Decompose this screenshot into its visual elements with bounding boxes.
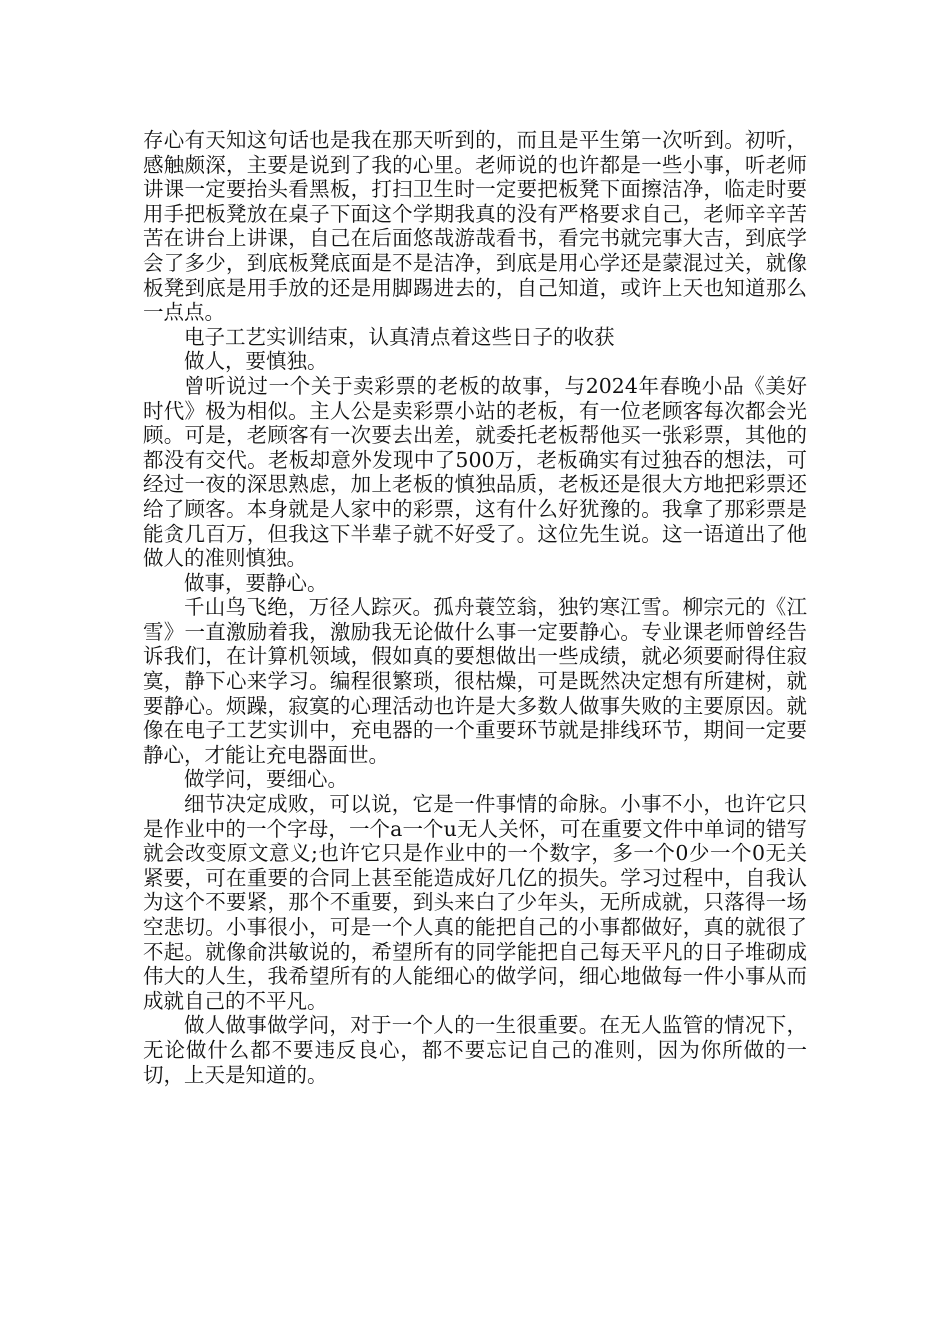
- paragraph-lottery-story: 曾听说过一个关于卖彩票的老板的故事，与2024年春晚小品《美好时代》极为相似。主人公是卖彩票小站的老板，有一位老顾客每次都会光顾。可是，老顾客有一次要去出差，就委托老板帮他买一张彩票，其他的都没有交代。老板却意外发现中了500万，老板确实有过独吞的想法，可经过一夜的深思熟虑，加上老板的慎独品质，老板还是很大方地把彩票还给了顾客。本身就是人家中的彩票，这有什么好犹豫的。我拿了那彩票是能贪几百万，但我这下半辈子就不好受了。这位先生说。这一语道出了他做人的准则慎独。: [143, 373, 807, 571]
- section-heading-work: 做事，要静心。: [184, 570, 328, 595]
- paragraph-training-summary: 电子工艺实训结束，认真清点着这些日子的收获: [184, 324, 615, 349]
- section-heading-learning: 做学问，要细心。: [184, 767, 348, 792]
- paragraph-calm-mind: 千山鸟飞绝，万径人踪灭。孤舟蓑笠翁，独钓寒江雪。柳宗元的《江雪》一直激励着我，激励我无论做什么事一定要静心。专业课老师曾经告诉我们，在计算机领域，假如真的要想做出一些成绩，就必须要耐得住寂寞，静下心来学习。编程很繁琐，很枯燥，可是既然决定想有所建树，就要静心。烦躁，寂寞的心理活动也许是大多数人做事失败的主要原因。就像在电子工艺实训中，充电器的一个重要环节就是排线环节，期间一定要静心，才能让充电器面世。: [143, 595, 807, 767]
- paragraph-conclusion: 做人做事做学问，对于一个人的一生很重要。在无人监管的情况下，无论做什么都不要违反良心，都不要忘记自己的准则，因为你所做的一切，上天是知道的。: [143, 1013, 807, 1087]
- section-heading-conduct: 做人，要慎独。: [184, 349, 328, 374]
- paragraph-opening: 存心有天知这句话也是我在那天听到的，而且是平生第一次听到。初听，感触颇深，主要是说到了我的心里。老师说的也许都是一些小事，听老师讲课一定要抬头看黑板，打扫卫生时一定要把板凳下面擦洁净，临走时要用手把板凳放在桌子下面这个学期我真的没有严格要求自己，老师辛辛苦苦在讲台上讲课，自己在后面悠哉游哉看书，看完书就完事大吉，到底学会了多少，到底板凳底面是不是洁净，到底是用心学还是蒙混过关，就像板凳到底是用手放的还是用脚踢进去的，自己知道，或许上天也知道那么一点点。: [143, 128, 807, 325]
- document-body: [143, 128, 807, 1087]
- paragraph-details: 细节决定成败，可以说，它是一件事情的命脉。小事不小，也许它只是作业中的一个字母，一个a一个u无人关怀，可在重要文件中单词的错写就会改变原文意义;也许它只是作业中的一个数字，多一个0少一个0无关紧要，可在重要的合同上甚至能造成好几亿的损失。学习过程中，自我认为这个不要紧，那个不重要，到头来白了少年头，无所成就，只落得一场空悲切。小事很小，可是一个人真的能把自己的小事都做好，真的就很了不起。就像俞洪敏说的，希望所有的同学能把自己每天平凡的日子堆砌成伟大的人生，我希望所有的人能细心的做学问，细心地做每一件小事从而成就自己的不平凡。: [143, 792, 807, 1013]
